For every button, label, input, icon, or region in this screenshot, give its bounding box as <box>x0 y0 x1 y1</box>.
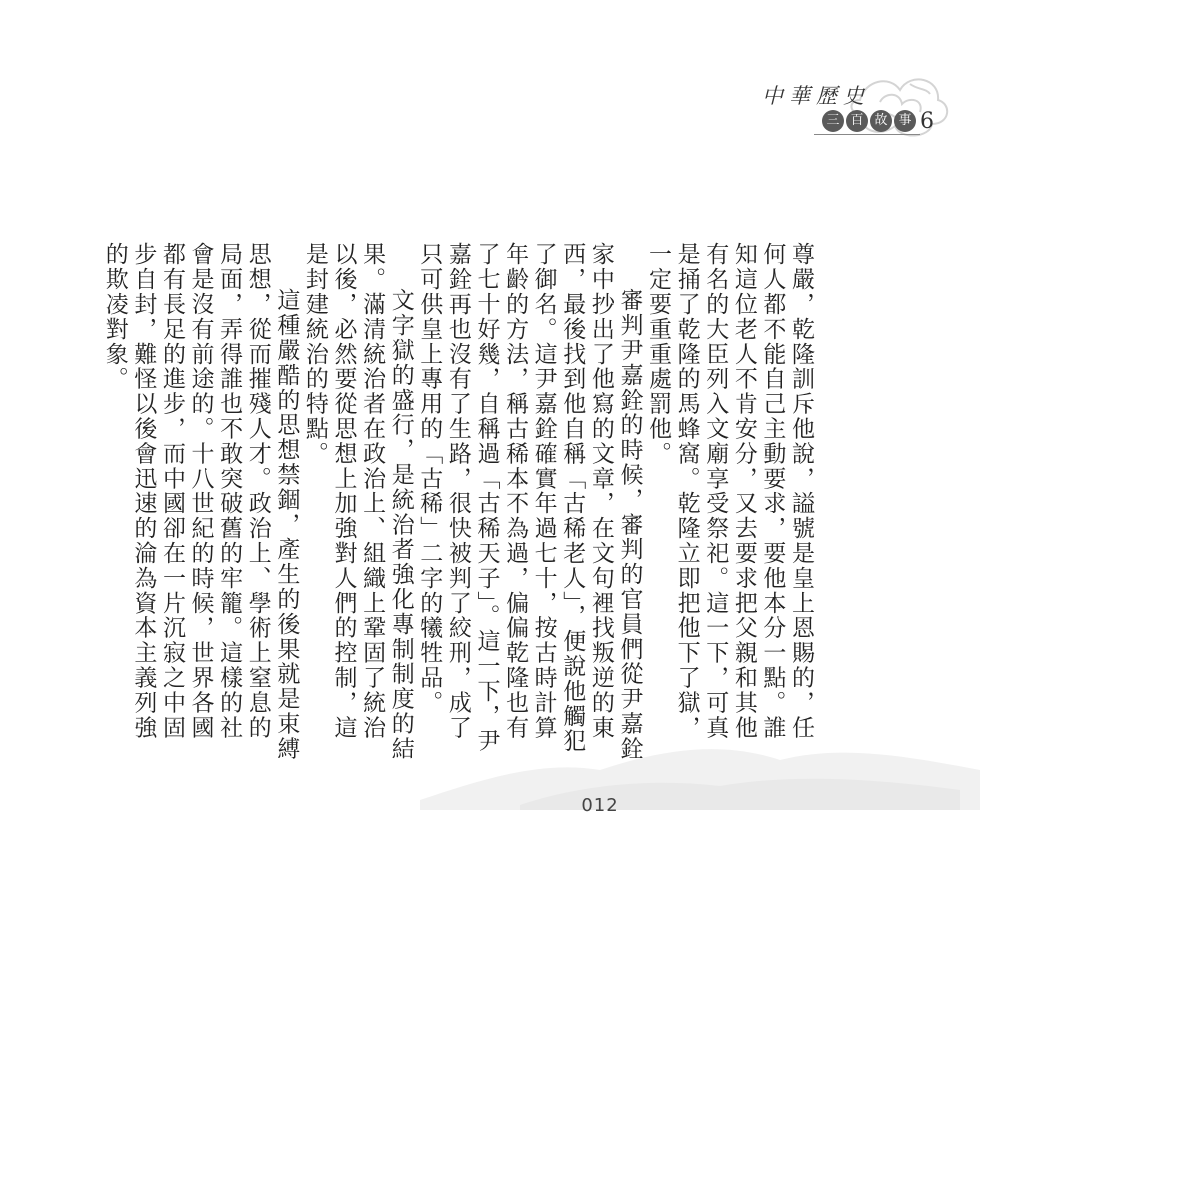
series-title: 中華歷史 <box>762 84 870 108</box>
paragraph: 審判尹嘉銓的時候，審判的官員們從尹嘉銓家中抄出了他寫的文章，在文句裡找叛逆的東西，最後找到他自稱「古稀老人」，便說他觸犯了御名。這尹嘉銓確實年過七十，按古時計算年齡的方法，稱古稀本不為過，偏偏乾隆也有了七十好幾，自稱過「古稀天子」。這一下，尹嘉銓再也沒有了生路，很快被判了絞刑，成了只可供皇上專用的「古稀」二字的犧牲品。 <box>416 242 643 762</box>
series-badge: 故 <box>870 110 892 132</box>
series-subtitle <box>822 108 934 134</box>
paragraph: 尊嚴，乾隆訓斥他說，謚號是皇上恩賜的，任何人都不能自己主動要求，要他本分一點。誰知這位老人不肯安分，又去要求把父親和其他有名的大臣列入文廟享受祭祀。這一下，可真是捅了乾隆的馬蜂窩。乾隆立即把他下了獄，一定要重重處罰他。 <box>645 242 814 740</box>
series-badge: 事 <box>894 110 916 132</box>
header-divider <box>814 134 920 135</box>
series-badge: 百 <box>846 110 868 132</box>
volume-number: 6 <box>920 108 934 134</box>
page-number: 012 <box>581 795 619 816</box>
paragraph: 文字獄的盛行，是統治者強化專制制度的結果。滿清統治者在政治上、組織上鞏固了統治以後，必然要從思想上加強對人們的控制，這是封建統治的特點。 <box>301 242 414 762</box>
paragraph: 這種嚴酷的思想禁錮，產生的後果就是束縛思想，從而摧殘人才。政治上、學術上窒息的局面，弄得誰也不敢突破舊的牢籠。這樣的社會是沒有前途的。十八世紀的時候，世界各國都有長足的進步，而中國卻在一片沉寂之中固步自封，難怪以後會迅速的淪為資本主義列強的欺凌對象。 <box>101 242 300 762</box>
mountain-wash-icon <box>420 690 980 810</box>
series-badge: 三 <box>822 110 844 132</box>
series-badges <box>822 110 916 132</box>
body-text <box>101 242 815 762</box>
